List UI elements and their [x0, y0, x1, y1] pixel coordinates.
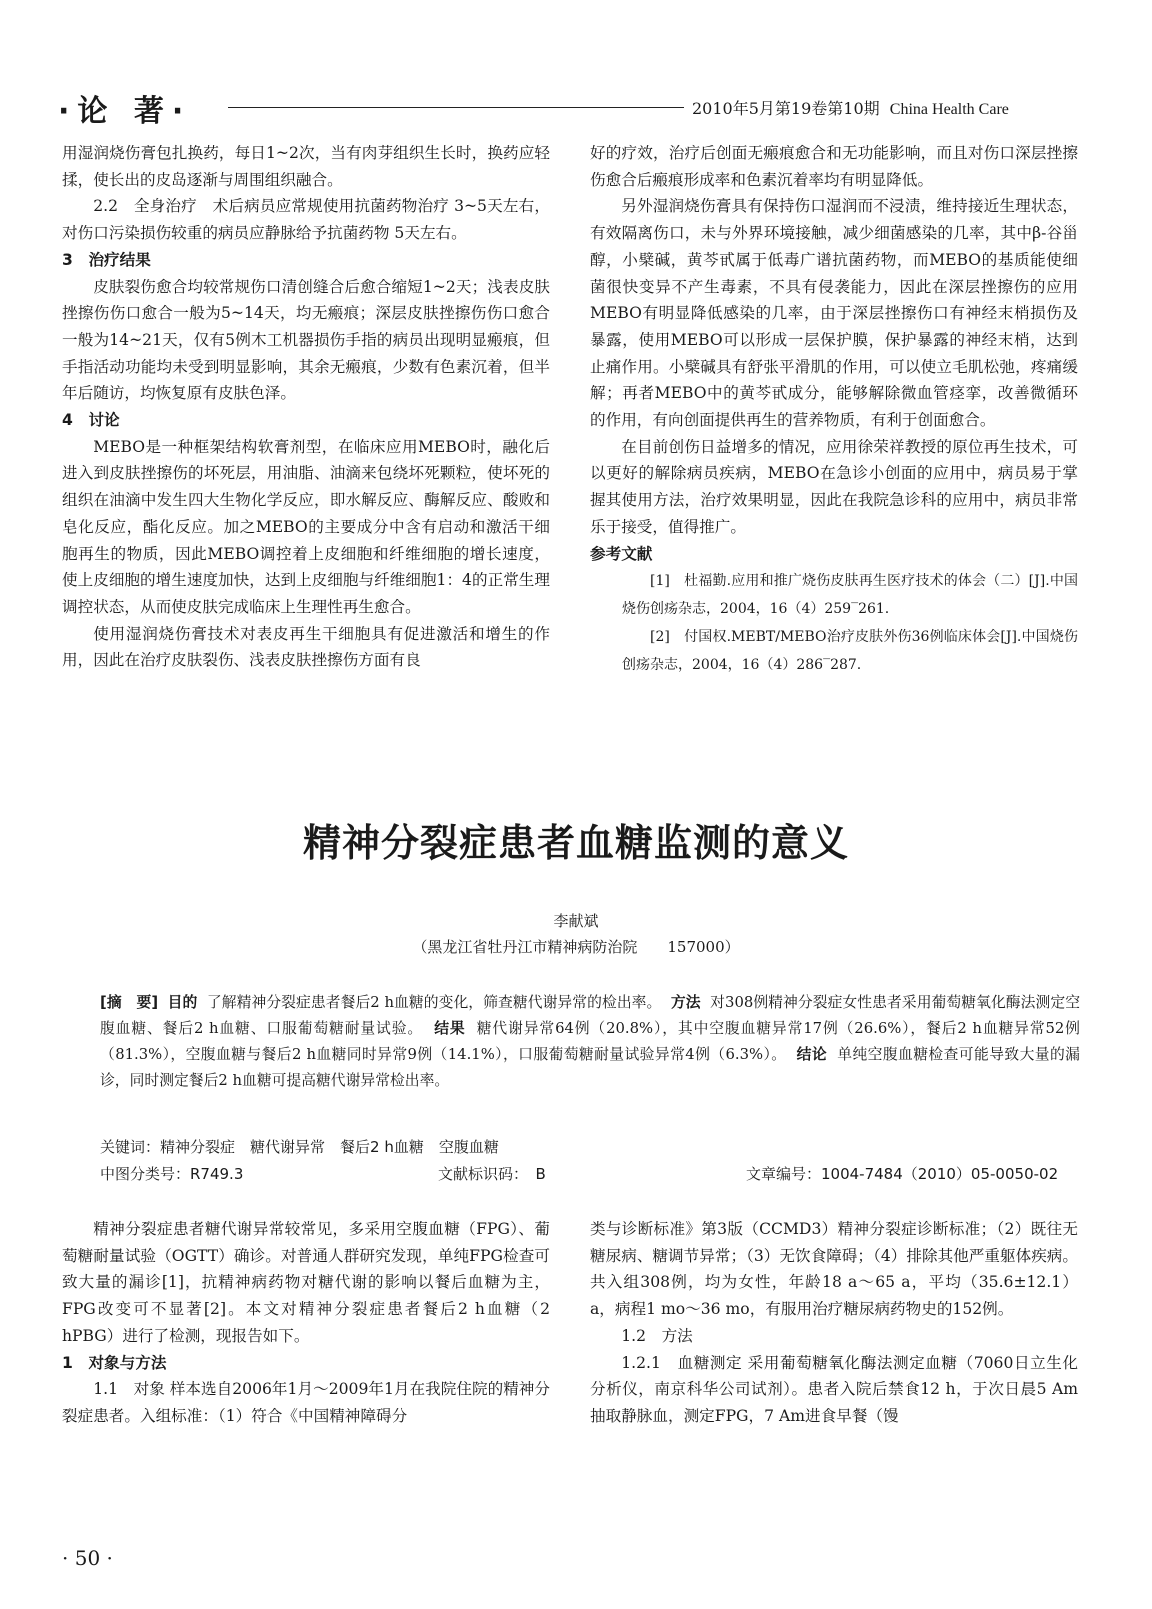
paragraph: 使用湿润烧伤膏技术对表皮再生干细胞具有促进激活和增生的作用，因此在治疗皮肤裂伤、浅表皮肤挫擦伤方面有良 — [62, 624, 550, 670]
clc-number: 中图分类号：R749.3 — [100, 1165, 244, 1183]
top-right-column — [590, 140, 1078, 679]
header-rule — [228, 107, 684, 108]
reference-item: [2] 付国权.MEBT/MEBO治疗皮肤外伤36例临床体会[J].中国烧伤创疡杂志，2004，16（4）286‾287. — [622, 629, 1078, 674]
paragraph: 好的疗效，治疗后创面无瘢痕愈合和无功能影响，而且对伤口深层挫擦伤愈合后瘢痕形成率和色素沉着率均有明显降低。 — [590, 144, 1078, 189]
abstract-method-label: 方法 — [670, 994, 701, 1011]
subsection-heading: 1.2 方法 — [621, 1326, 693, 1345]
abstract — [100, 990, 1080, 1094]
page-number: · 50 · — [62, 1546, 113, 1570]
abstract-result: 糖代谢异常64例（20.8%），其中空腹血糖异常17例（26.6%），餐后2 h血糖异常52例（81.3%），空腹血糖与餐后2 h血糖同时异常9例（14.1%），口服葡萄糖耐量试验异常4例（6.3%）。 — [100, 1020, 1080, 1063]
paragraph: 类与诊断标准》第3版（CCMD3）精神分裂症诊断标准；（2）既往无糖尿病、糖调节异常；（3）无饮食障碍；（4）排除其他严重躯体疾病。共入组308例，均为女性，年龄18 a～65 a，平均（35.6±12.1） a，病程1 mo～36 mo，有服用治疗糖尿病药物史的152例。 — [590, 1220, 1078, 1319]
paragraph: 1.2.1 血糖测定 采用葡萄糖氧化酶法测定血糖（7060日立生化分析仪，南京科华公司试剂）。患者入院后禁食12 h，于次日晨5 Am抽取静脉血，测定FPG，7 Am进食早餐（馒 — [590, 1353, 1078, 1425]
paragraph: 另外湿润烧伤膏具有保持伤口湿润而不浸渍，维持接近生理状态，有效隔离伤口，未与外界环境接触，减少细菌感染的几率，其中β-谷甾醇，小檗碱，黄芩甙属于低毒广谱抗菌药物，而MEBO的基质能使细菌很快变异不产生毒素，不具有侵袭能力，因此在深层挫擦伤的应用MEBO有明显降低感染的几率，由于深层挫擦伤口有神经末梢损伤及暴露，使用MEBO可以形成一层保护膜，保护暴露的神经末梢，达到止痛作用。小檗碱具有舒张平滑肌的作用，可以使立毛肌松弛，疼痛缓解；再者MEBO中的黄芩甙成分，能够解除微血管痉挛，改善微循环的作用，有向创面提供再生的营养物质，有利于创面愈合。 — [590, 197, 1078, 430]
paragraph: 皮肤裂伤愈合均较常规伤口清创缝合后愈合缩短1~2天；浅表皮肤挫擦伤伤口愈合一般为5~14天，均无瘢痕；深层皮肤挫擦伤伤口愈合一般为14~21天，仅有5例木工机器损伤手指的病员出现明显瘢痕，但手指活动功能均未受到明显影响，其余无瘢痕，少数有色素沉着，但半年后随访，均恢复原有皮肤色泽。 — [62, 277, 550, 403]
author-name: 李献斌 — [553, 912, 599, 930]
abstract-method: 对308例精神分裂症女性患者采用葡萄糖氧化酶法测定空腹血糖、餐后2 h血糖、口服葡萄糖耐量试验。 — [100, 994, 1081, 1037]
abstract-label: [摘 要] — [100, 994, 159, 1011]
section-tag: ·论 著· — [58, 94, 192, 129]
journal-name: China Health Care — [889, 101, 1009, 118]
paragraph: MEBO是一种框架结构软膏剂型，在临床应用MEBO时，融化后进入到皮肤挫擦伤的坏死层，用油脂、油滴来包绕坏死颗粒，使坏死的组织在油滴中发生四大生物化学反应，即水解反应、酶解反应、酸败和皂化反应，酯化反应。加之MEBO的主要成分中含有启动和激活干细胞再生的物质，因此MEBO调控着上皮细胞和纤维细胞的增长速度，使上皮细胞的增生速度加快，达到上皮细胞与纤维细胞1：4的正常生理调控状态，从而使皮肤完成临床上生理性再生愈合。 — [62, 437, 550, 616]
paragraph: 在目前创伤日益增多的情况，应用徐荣祥教授的原位再生技术，可以更好的解除病员疾病，MEBO在急诊小创面的应用中，病员易于掌握其使用方法，治疗效果明显，因此在我院急诊科的应用中，病员非常乐于接受，值得推广。 — [590, 437, 1078, 536]
section-heading: 4 讨论 — [62, 411, 120, 430]
references-heading: 参考文献 — [590, 544, 653, 563]
abstract-objective-label: 目的 — [167, 994, 198, 1011]
reference-item: [1] 杜福勤.应用和推广烧伤皮肤再生医疗技术的体会（二）[J].中国烧伤创疡杂志，2004，16（4）259‾261. — [622, 573, 1078, 618]
paragraph: 1.1 对象 样本选自2006年1月～2009年1月在我院住院的精神分裂症患者。入组标准：（1）符合《中国精神障碍分 — [62, 1380, 550, 1425]
running-header — [692, 96, 1009, 119]
abstract-result-label: 结果 — [434, 1020, 466, 1037]
paragraph: 用湿润烧伤膏包扎换药，每日1~2次，当有肉芽组织生长时，换药应轻揉，使长出的皮岛逐渐与周围组织融合。 — [62, 144, 550, 189]
section-heading: 1 对象与方法 — [62, 1353, 167, 1372]
abstract-objective: 了解精神分裂症患者餐后2 h血糖的变化，筛查糖代谢异常的检出率。 — [206, 994, 662, 1011]
bottom-right-column — [590, 1216, 1078, 1430]
article-title: 精神分裂症患者血糖监测的意义 — [302, 821, 849, 865]
author-affiliation: （黑龙江省牡丹江市精神病防治院 157000） — [412, 938, 740, 956]
article-number: 文章编号：1004-7484（2010）05-0050-02 — [746, 1165, 1059, 1183]
keywords: 关键词：精神分裂症 糖代谢异常 餐后2 h血糖 空腹血糖 — [100, 1138, 499, 1156]
section-heading: 3 治疗结果 — [62, 250, 151, 269]
abstract-conclusion-label: 结论 — [796, 1046, 828, 1063]
issue-info: 2010年5月第19卷第10期 — [692, 99, 880, 118]
top-left-column — [62, 140, 550, 674]
bottom-left-column — [62, 1216, 550, 1430]
paragraph: 精神分裂症患者糖代谢异常较常见，多采用空腹血糖（FPG）、葡萄糖耐量试验（OGTT）确诊。对普通人群研究发现，单纯FPG检查可致大量的漏诊[1]，抗精神病药物对糖代谢的影响以餐后血糖为主，FPG改变可不显著[2]。本文对精神分裂症患者餐后2 h血糖（2 hPBG）进行了检测，现报告如下。 — [62, 1220, 550, 1345]
document-code: 文献标识码： B — [438, 1165, 546, 1183]
abstract-conclusion: 单纯空腹血糖检查可能导致大量的漏诊，同时测定餐后2 h血糖可提高糖代谢异常检出率。 — [100, 1046, 1080, 1089]
paragraph: 2.2 全身治疗 术后病员应常规使用抗菌药物治疗 3~5天左右，对伤口污染损伤较重的病员应静脉给予抗菌药物 5天左右。 — [62, 197, 550, 243]
